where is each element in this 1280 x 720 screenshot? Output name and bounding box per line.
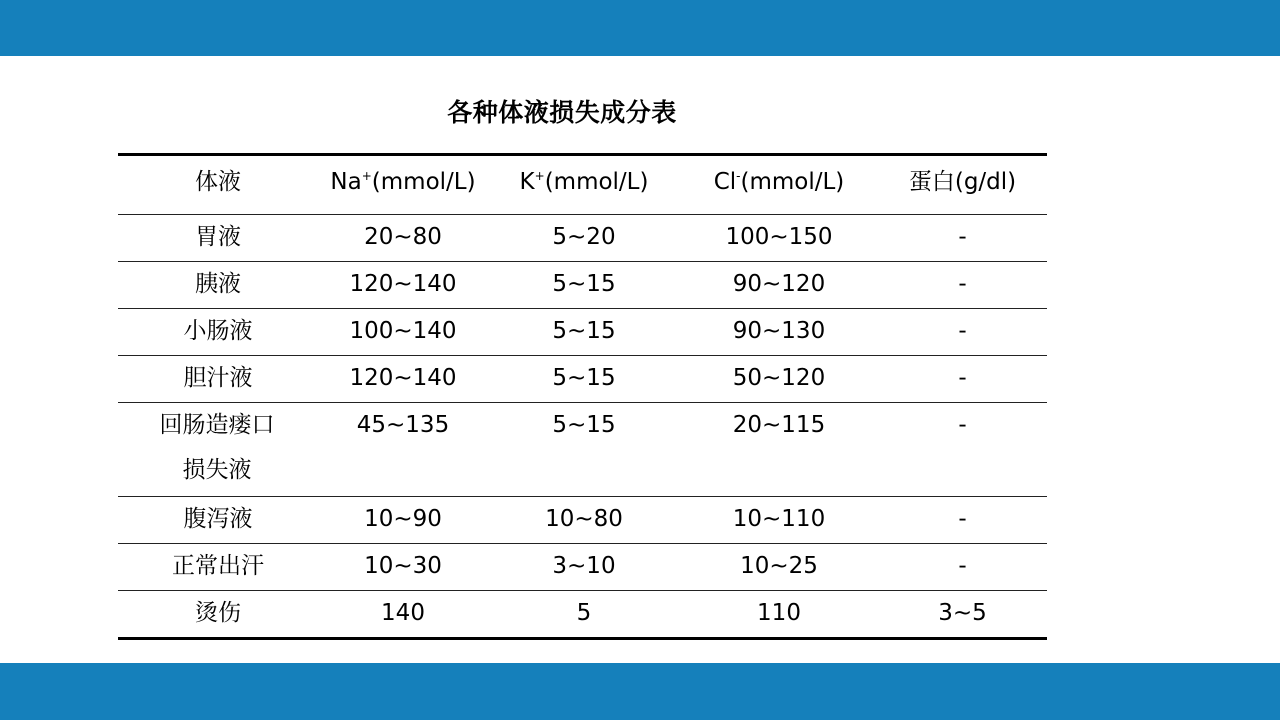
cell-protein: 3~5 (938, 600, 987, 626)
table-header-row (118, 156, 1047, 215)
cell-sodium: 10~30 (364, 553, 442, 579)
header-chloride-base: Cl (713, 169, 737, 195)
cell-potassium: 5~15 (552, 271, 616, 297)
table-row (118, 356, 1047, 403)
cell-chloride: 20~115 (732, 412, 826, 438)
cell-fluid: 正常出汗 (172, 553, 264, 579)
table-row (118, 544, 1047, 591)
cell-potassium: 10~80 (545, 506, 623, 532)
table-title: 各种体液损失成分表 (447, 98, 677, 127)
table-row (118, 309, 1047, 356)
cell-potassium: 5~15 (552, 412, 616, 438)
header-potassium-sup: + (534, 169, 545, 183)
header-sodium (318, 156, 488, 214)
cell-chloride: 10~25 (740, 553, 818, 579)
cell-chloride: 10~110 (732, 506, 826, 532)
header-fluid: 体液 (195, 169, 241, 195)
cell-potassium: 5~15 (552, 318, 616, 344)
cell-sodium: 20~80 (364, 224, 442, 250)
cell-protein: - (958, 553, 967, 579)
table-row (118, 262, 1047, 309)
cell-protein: - (958, 365, 967, 391)
cell-chloride: 90~120 (732, 271, 826, 297)
header-sodium-unit: (mmol/L) (371, 169, 476, 195)
cell-sodium: 10~90 (364, 506, 442, 532)
cell-potassium: 5~15 (552, 365, 616, 391)
cell-potassium: 3~10 (552, 553, 616, 579)
header-potassium-unit: (mmol/L) (544, 169, 649, 195)
cell-fluid: 小肠液 (183, 318, 253, 344)
header-potassium-base: K (519, 169, 535, 195)
table-row (118, 497, 1047, 544)
cell-sodium: 45~135 (356, 412, 450, 438)
bottom-banner (0, 663, 1280, 720)
table-row (118, 403, 1047, 497)
cell-protein: - (958, 224, 967, 250)
header-chloride-sup: - (736, 169, 741, 183)
cell-protein: - (958, 412, 967, 438)
header-chloride-unit: (mmol/L) (740, 169, 845, 195)
cell-protein: - (958, 506, 967, 532)
cell-sodium: 120~140 (349, 271, 457, 297)
cell-sodium: 140 (381, 600, 425, 626)
cell-chloride: 110 (757, 600, 801, 626)
cell-sodium: 120~140 (349, 365, 457, 391)
cell-fluid: 回肠造瘘口损失液 (159, 412, 275, 483)
cell-protein: - (958, 271, 967, 297)
cell-potassium: 5 (576, 600, 592, 626)
top-banner (0, 0, 1280, 56)
cell-sodium: 100~140 (349, 318, 457, 344)
header-chloride (680, 156, 878, 214)
cell-fluid: 胰液 (195, 271, 241, 297)
fluid-loss-table (118, 153, 1047, 640)
table-row (118, 215, 1047, 262)
header-sodium-base: Na (330, 169, 362, 195)
cell-chloride: 90~130 (732, 318, 826, 344)
header-potassium (488, 156, 680, 214)
table-row (118, 591, 1047, 637)
header-sodium-sup: + (361, 169, 372, 183)
cell-protein: - (958, 318, 967, 344)
cell-chloride: 100~150 (725, 224, 833, 250)
cell-fluid: 胆汁液 (183, 365, 253, 391)
cell-fluid: 烫伤 (195, 600, 241, 626)
cell-fluid: 腹泻液 (183, 506, 253, 532)
header-protein: 蛋白(g/dl) (908, 169, 1017, 195)
cell-fluid: 胃液 (195, 224, 241, 250)
cell-potassium: 5~20 (552, 224, 616, 250)
cell-chloride: 50~120 (732, 365, 826, 391)
